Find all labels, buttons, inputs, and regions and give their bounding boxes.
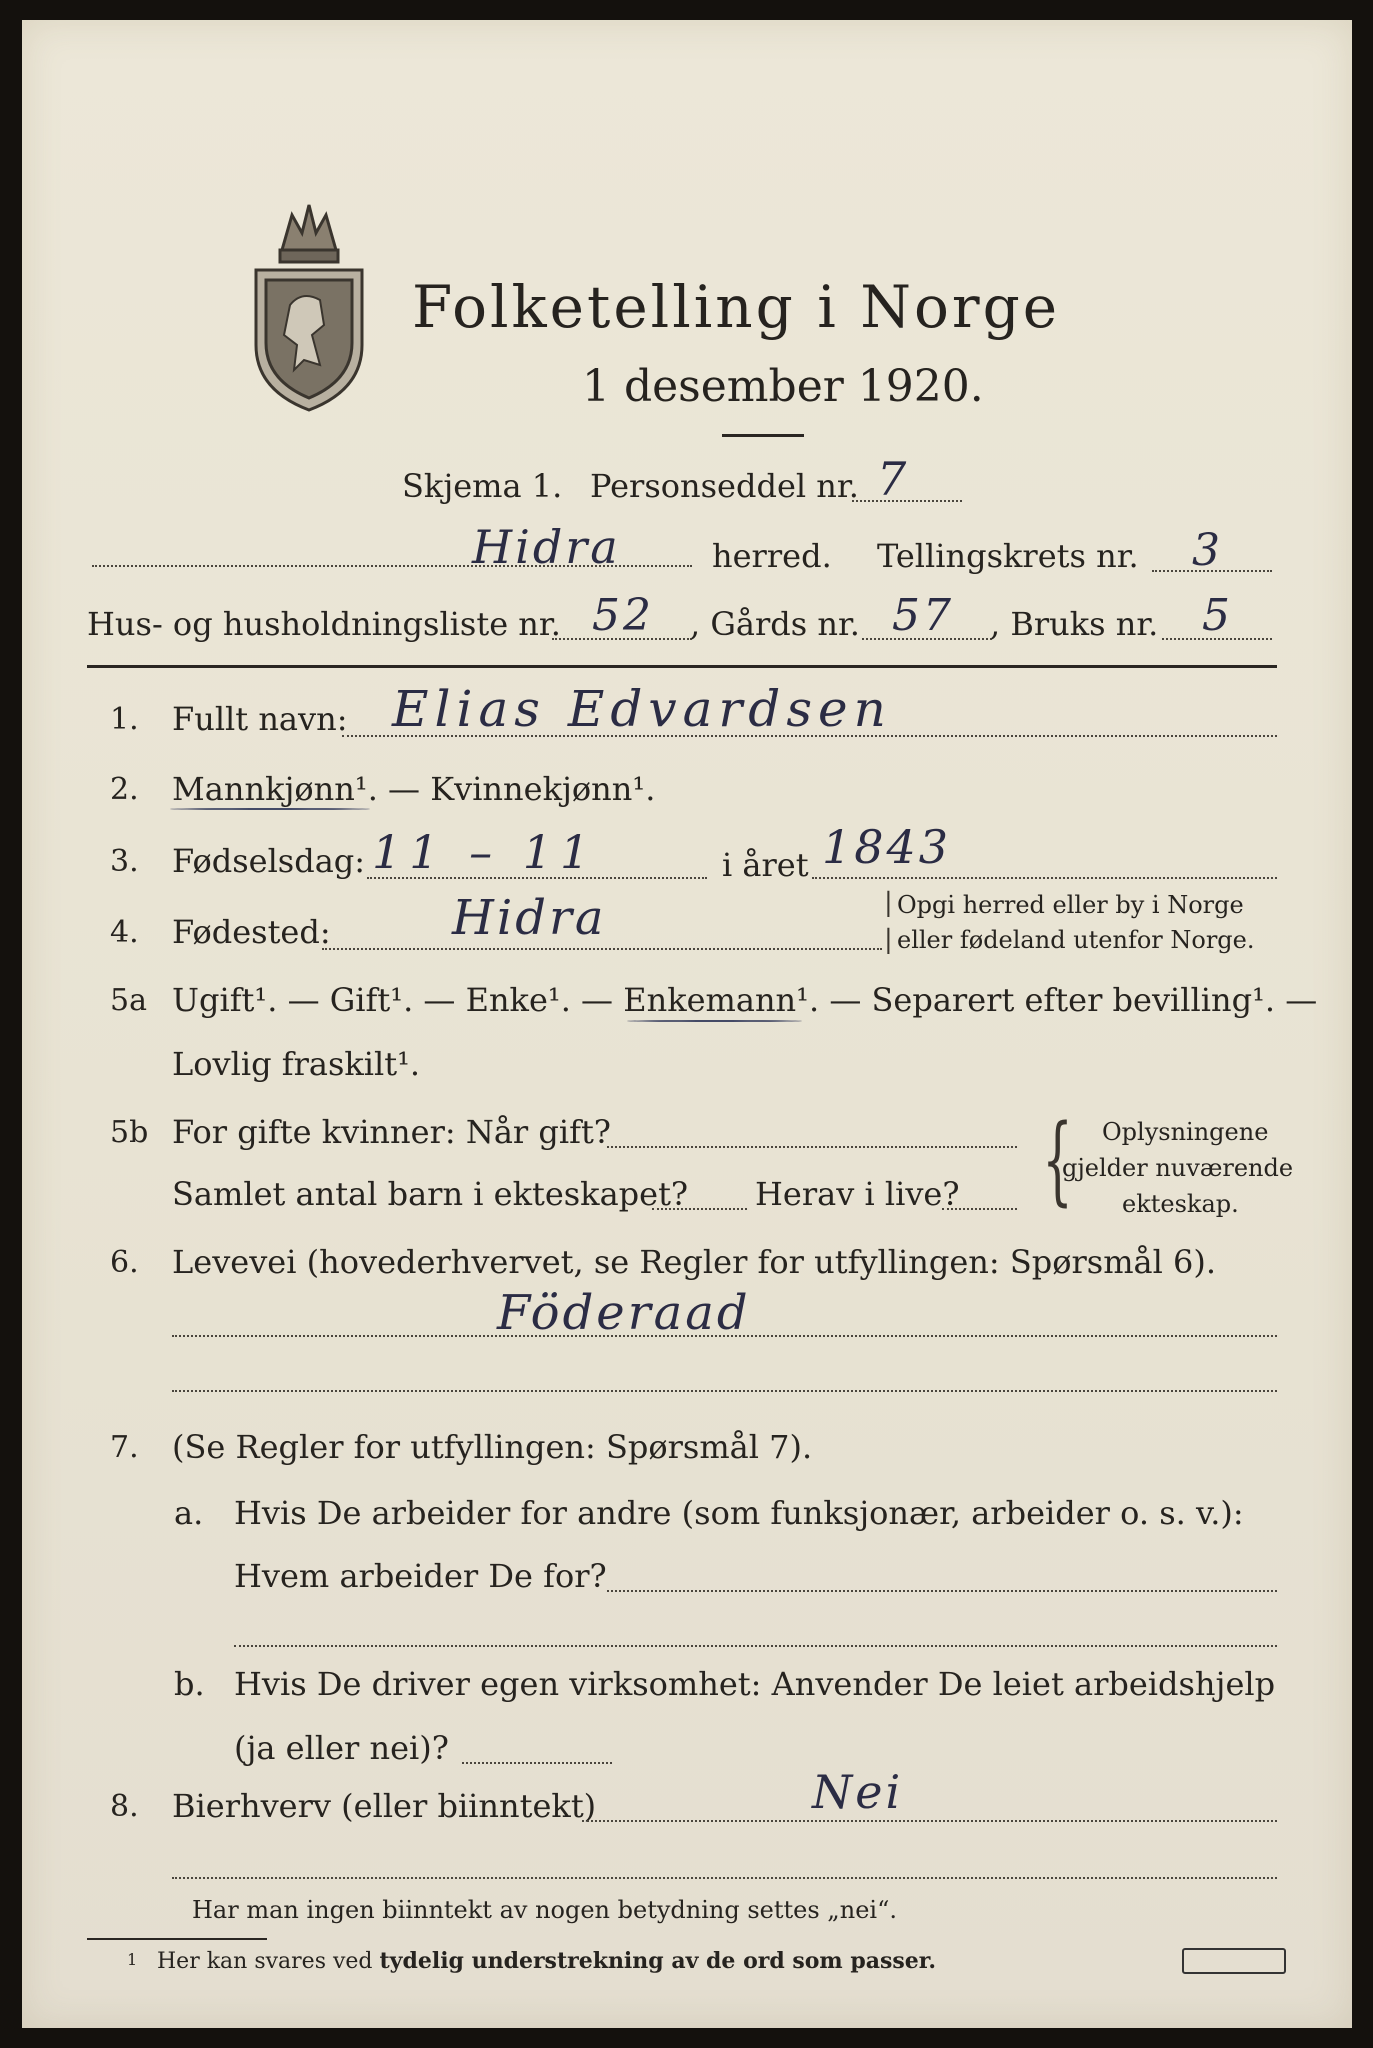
q7a-employer-line: [607, 1590, 1277, 1592]
q1-number: 1.: [110, 702, 139, 737]
footnote-text-regular: Her kan svares ved: [157, 1949, 380, 1974]
q5a-status-line: [172, 981, 1318, 1019]
bruks-label: , Bruks nr.: [990, 605, 1159, 643]
q6-number: 6.: [110, 1245, 139, 1280]
gards-value: 57: [892, 590, 954, 641]
q2-female: Kvinnekjønn¹.: [430, 770, 656, 808]
q3-year-label: i året: [722, 846, 809, 884]
title-divider: [722, 434, 804, 437]
q4-note-bracket: |: [884, 888, 893, 918]
q7-number: 7.: [110, 1430, 139, 1465]
personseddel-value: 7: [877, 452, 910, 506]
q8-label: Bierhverv (eller biinntekt): [172, 1787, 597, 1825]
q4-note-line1: Opgi herred eller by i Norge: [897, 891, 1244, 919]
q2-separator: —: [377, 770, 431, 808]
census-form-page: [22, 20, 1352, 2028]
q5b-label2: Samlet antal barn i ekteskapet?: [172, 1175, 689, 1213]
gards-label: , Gårds nr.: [690, 605, 860, 643]
q4-birthplace-value: Hidra: [452, 890, 607, 946]
tellingskrets-value: 3: [1192, 525, 1223, 576]
q1-full-name: Elias Edvardsen: [392, 680, 892, 738]
q8-value: Nei: [812, 1765, 904, 1819]
q7b-letter: b.: [174, 1665, 205, 1703]
q5a-part1: Ugift¹. — Gift¹. — Enke¹. —: [172, 981, 624, 1019]
q5b-alive-line: [942, 1208, 1017, 1210]
q4-note-bracket-lower: |: [884, 925, 893, 955]
q3-year-value: 1843: [822, 820, 952, 874]
header-divider: [87, 665, 1277, 668]
bruks-value: 5: [1202, 590, 1233, 641]
q7a-line1: Hvis De arbeider for andre (som funksjonær, arbeider o. s. v.):: [234, 1494, 1244, 1532]
footnote-divider: [87, 1938, 267, 1940]
q7b-line1: Hvis De driver egen virksomhet: Anvender De leiet arbeidshjelp: [234, 1665, 1276, 1703]
q4-note-line2: eller fødeland utenfor Norge.: [897, 926, 1255, 954]
q5a-number: 5a: [110, 983, 147, 1018]
form-title: Folketelling i Norge: [412, 273, 1061, 341]
q6-line2: [172, 1390, 1277, 1392]
hus-label: Hus- og husholdningsliste nr.: [87, 605, 561, 643]
q7a-line2: Hvem arbeider De for?: [234, 1557, 607, 1595]
q5b-note-line1: Oplysningene: [1102, 1118, 1269, 1146]
q3-birthday-value: 11 – 11: [372, 825, 598, 879]
herred-label: herred.: [712, 537, 832, 575]
footnote-text-bold: tydelig understrekning av de ord som passer.: [379, 1948, 937, 1974]
footnote-number: 1: [127, 1950, 138, 1969]
q5a-enkemann: Enkemann¹.: [623, 981, 820, 1019]
q4-number: 4.: [110, 915, 139, 950]
footnote-text: [157, 1950, 936, 1973]
herred-value: Hidra: [472, 520, 621, 574]
personseddel-label: Personseddel nr.: [590, 467, 859, 505]
q3-number: 3.: [110, 844, 139, 879]
q6-occupation-value: Föderaad: [497, 1285, 751, 1341]
q1-label: Fullt navn:: [172, 700, 348, 738]
hus-value: 52: [592, 590, 654, 641]
q7a-employer-line2: [234, 1645, 1277, 1647]
printer-stamp: [1182, 1948, 1286, 1974]
q4-label: Fødested:: [172, 913, 331, 951]
q7b-answer-line: [462, 1762, 612, 1764]
q2-gender-line: [172, 770, 656, 808]
q7b-line2: (ja eller nei)?: [234, 1729, 449, 1767]
q5b-label3: Herav i live?: [755, 1175, 960, 1213]
q4-line: [322, 948, 882, 950]
footer-note: Har man ingen biinntekt av nogen betydning settes „nei“.: [192, 1896, 897, 1924]
q5b-number: 5b: [110, 1115, 149, 1150]
norwegian-coat-of-arms: [242, 195, 377, 415]
q5a-enkemann-underline: [627, 1020, 802, 1022]
q5b-note-line3: ekteskap.: [1122, 1190, 1239, 1218]
skjema-label: Skjema 1.: [402, 467, 563, 505]
q6-label: Levevei (hovederhvervet, se Regler for utfyllingen: Spørsmål 6).: [172, 1243, 1217, 1281]
q5b-married-line: [607, 1146, 1017, 1148]
q3-label: Fødselsdag:: [172, 842, 366, 880]
q5b-note-brace: {: [1042, 1104, 1073, 1216]
q8-number: 8.: [110, 1789, 139, 1824]
q7a-letter: a.: [174, 1494, 204, 1532]
q3-year-line: [812, 877, 1277, 879]
q5a-part3: — Separert efter bevilling¹. —: [819, 981, 1318, 1019]
q2-number: 2.: [110, 772, 139, 807]
tellingskrets-label: Tellingskrets nr.: [877, 537, 1139, 575]
q8-line2: [172, 1877, 1277, 1879]
q2-male: Mannkjønn¹.: [172, 770, 378, 808]
q5b-children-line: [652, 1208, 747, 1210]
q7-label: (Se Regler for utfyllingen: Spørsmål 7).: [172, 1428, 813, 1466]
q2-male-underline: [170, 808, 370, 810]
q5b-label1: For gifte kvinner: Når gift?: [172, 1113, 611, 1151]
q5b-note-line2: gjelder nuværende: [1062, 1154, 1294, 1182]
q8-line: [582, 1820, 1277, 1822]
q5a-line2: Lovlig fraskilt¹.: [172, 1045, 421, 1083]
form-date: 1 desember 1920.: [582, 361, 984, 412]
